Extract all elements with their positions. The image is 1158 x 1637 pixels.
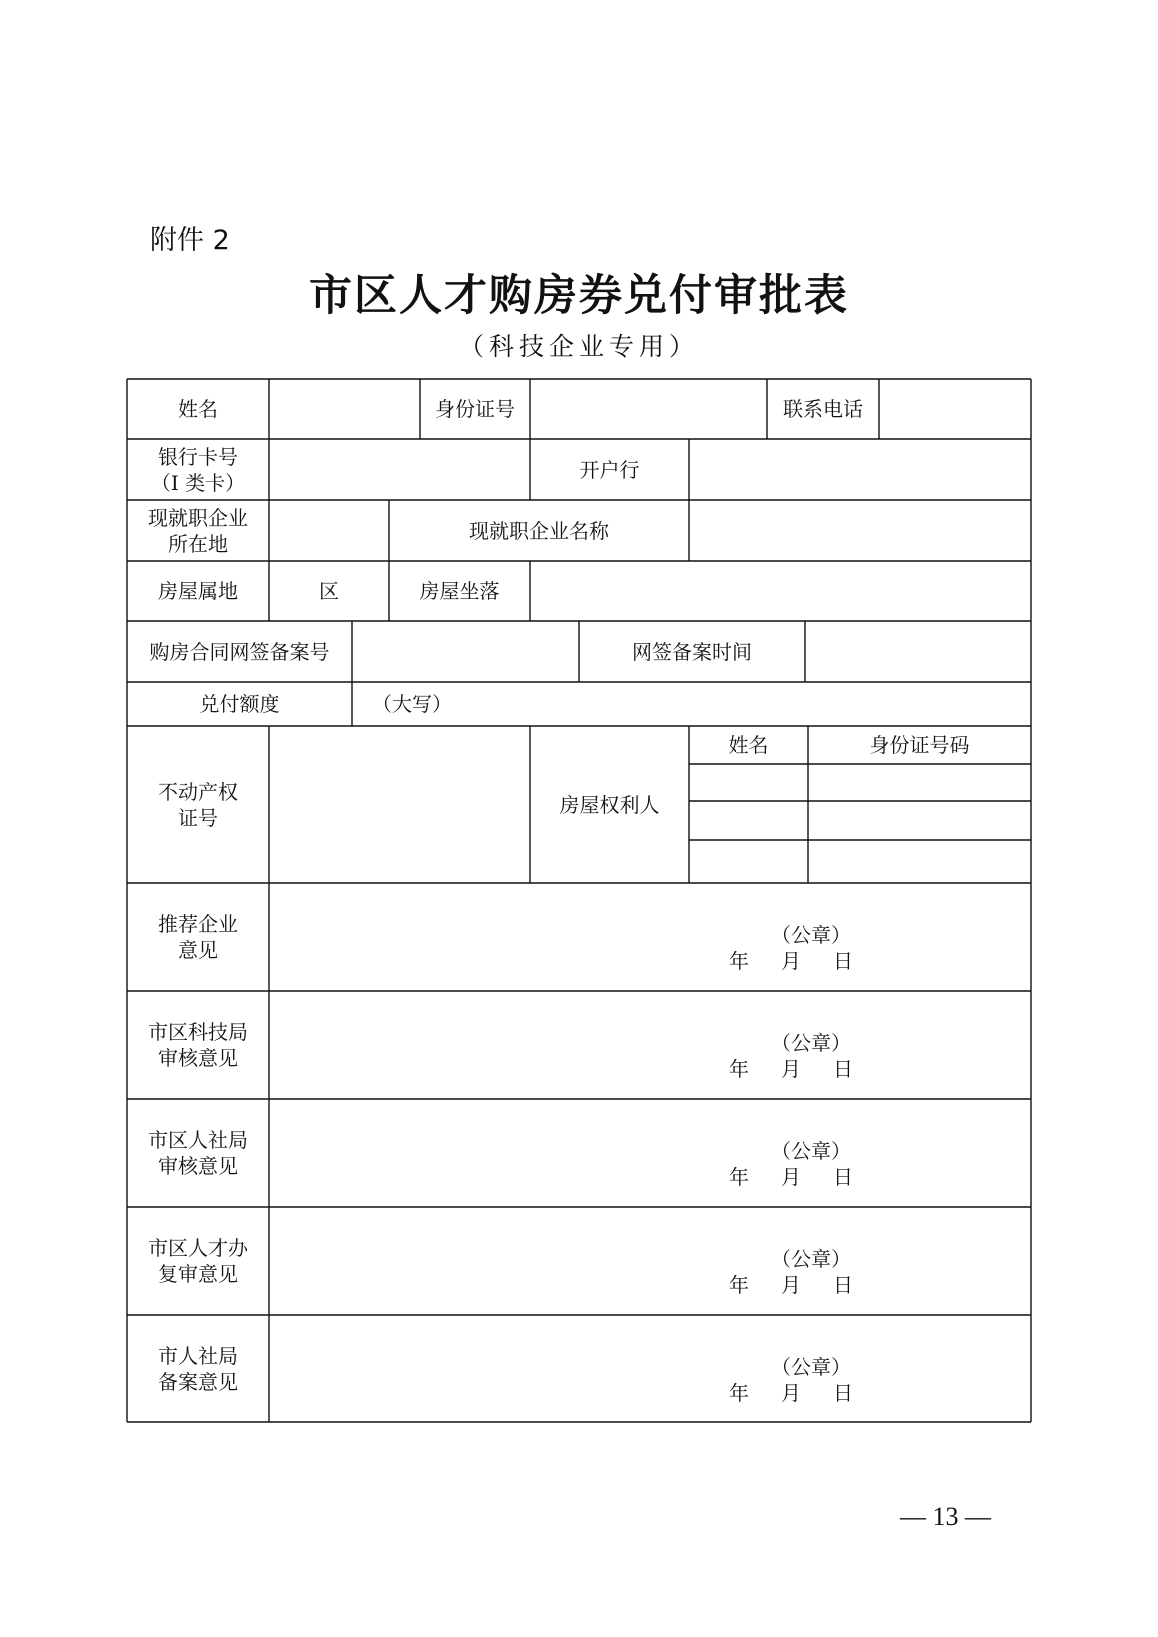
year-label: 年 — [729, 1057, 749, 1081]
page-title: 市区人才购房券兑付审批表 — [309, 271, 849, 321]
month-label: 月 — [781, 1057, 801, 1081]
bank-label: 开户行 — [579, 457, 640, 482]
contract-time-field[interactable] — [805, 621, 1031, 682]
bank-field[interactable] — [689, 439, 1031, 500]
company-name-field[interactable] — [689, 500, 1031, 561]
bank-card-label: 银行卡号 （I 类卡） — [150, 444, 246, 495]
company-name-label: 现就职企业名称 — [469, 518, 609, 543]
seal-label: （公章） — [771, 923, 851, 947]
month-label: 月 — [781, 949, 801, 973]
day-label: 日 — [833, 1057, 853, 1081]
seal-label: （公章） — [771, 1247, 851, 1271]
approval-field-city-hr[interactable] — [269, 1315, 1031, 1422]
district-label: 区 — [319, 579, 339, 603]
amount-field[interactable]: （大写） — [372, 692, 452, 716]
year-label: 年 — [729, 949, 749, 973]
approval-field-enterprise[interactable] — [269, 883, 1031, 991]
approval-field-tech-bureau[interactable] — [269, 991, 1031, 1099]
company-location-field[interactable] — [269, 500, 389, 561]
owner-label: 房屋权利人 — [559, 792, 660, 817]
owner-name-field-3[interactable] — [689, 840, 808, 883]
house-address-label: 房屋坐落 — [419, 579, 500, 603]
approval-label-city-hr: 市人社局 备案意见 — [158, 1343, 238, 1394]
owner-id-field-2[interactable] — [808, 801, 1031, 840]
page-subtitle: （科技企业专用） — [458, 332, 699, 361]
amount-label: 兑付额度 — [199, 692, 280, 716]
owner-name-header: 姓名 — [728, 733, 769, 757]
approval-stamp-hr-bureau — [725, 1138, 857, 1190]
approval-field-hr-bureau[interactable] — [269, 1099, 1031, 1207]
seal-label: （公章） — [771, 1355, 851, 1379]
owner-name-field-2[interactable] — [689, 801, 808, 840]
approval-label-tech-bureau: 市区科技局 审核意见 — [148, 1020, 248, 1070]
day-label: 日 — [833, 949, 853, 973]
owner-id-field-3[interactable] — [808, 840, 1031, 883]
approval-label-enterprise: 推荐企业 意见 — [158, 912, 238, 962]
name-label: 姓名 — [178, 397, 218, 421]
property-cert-field[interactable] — [269, 726, 530, 883]
day-label: 日 — [833, 1273, 853, 1297]
id-number-field[interactable] — [530, 379, 767, 439]
seal-label: （公章） — [771, 1031, 851, 1055]
approval-label-talent-office: 市区人才办 复审意见 — [148, 1236, 248, 1286]
phone-field[interactable] — [879, 379, 1031, 439]
name-field[interactable] — [269, 379, 420, 439]
house-region-label: 房屋属地 — [158, 579, 238, 603]
contract-time-label: 网签备案时间 — [632, 639, 752, 664]
day-label: 日 — [833, 1165, 853, 1189]
company-location-label: 现就职企业 所在地 — [148, 505, 248, 556]
contract-no-field[interactable] — [352, 621, 579, 682]
month-label: 月 — [781, 1273, 801, 1297]
attachment-label: 附件 2 — [150, 225, 230, 256]
year-label: 年 — [729, 1273, 749, 1297]
year-label: 年 — [729, 1165, 749, 1189]
owner-id-header: 身份证号码 — [869, 733, 970, 757]
seal-label: （公章） — [771, 1139, 851, 1163]
page-number: — 13 — — [900, 1502, 991, 1531]
owner-name-field-1[interactable] — [689, 764, 808, 801]
approval-label-hr-bureau: 市区人社局 审核意见 — [148, 1128, 248, 1178]
approval-stamp-enterprise — [725, 922, 857, 974]
bank-card-field[interactable] — [269, 439, 530, 500]
approval-stamp-city-hr — [725, 1354, 857, 1406]
property-cert-label: 不动产权 证号 — [158, 779, 238, 830]
id-number-label: 身份证号 — [435, 397, 515, 421]
day-label: 日 — [833, 1381, 853, 1405]
approval-field-talent-office[interactable] — [269, 1207, 1031, 1315]
phone-label: 联系电话 — [783, 397, 863, 421]
contract-no-label: 购房合同网签备案号 — [149, 639, 330, 664]
month-label: 月 — [781, 1381, 801, 1405]
owner-id-field-1[interactable] — [808, 764, 1031, 801]
house-address-field[interactable] — [530, 561, 1031, 621]
year-label: 年 — [729, 1381, 749, 1405]
month-label: 月 — [781, 1165, 801, 1189]
approval-stamp-tech-bureau — [725, 1030, 857, 1082]
approval-stamp-talent-office — [725, 1246, 857, 1298]
